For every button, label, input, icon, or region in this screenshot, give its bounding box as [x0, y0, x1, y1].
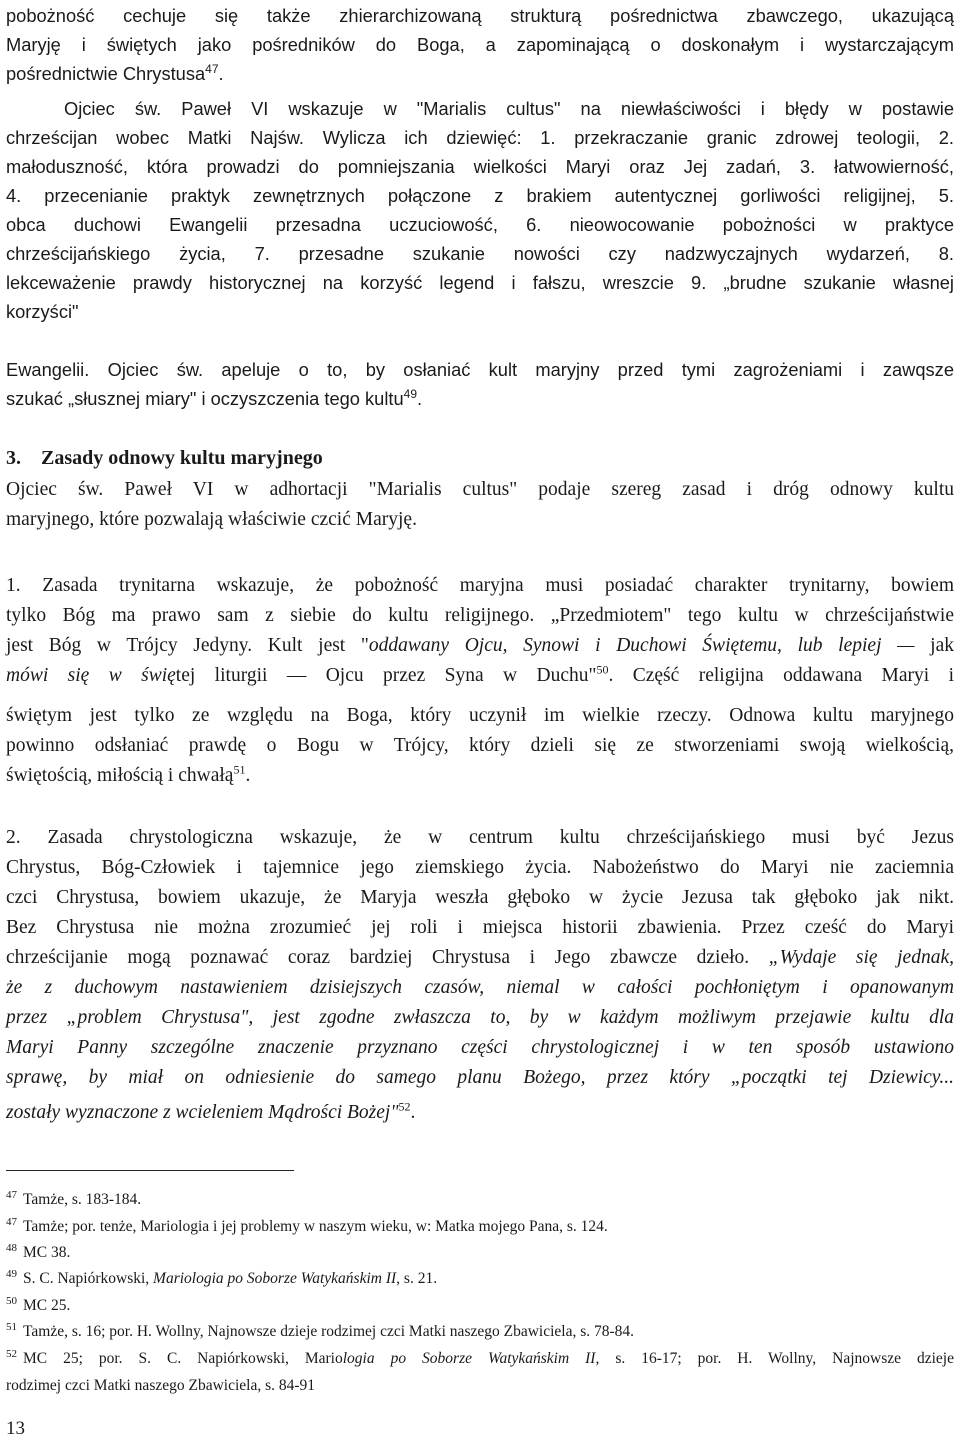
text-line: [6, 1066, 954, 1090]
footnote-text: Tamże, s. 16; por. H. Wollny, Najnowsze dzieje rodzimej czci Matki naszego Zbawiciela, s. 78-84.: [23, 1323, 635, 1340]
text: Ojciec św. Paweł VI w adhortacji "Marialis cultus" podaje szereg zasad i dróg odnowy kultu: [6, 479, 954, 500]
italic-text: oddawany Ojcu, Synowi i Duchowi Świętemu, lub lepiej —: [368, 635, 931, 656]
text: korzyści": [6, 301, 79, 322]
footnote-number: 52: [6, 1347, 17, 1360]
text: Ewangelii. Ojciec św. apeluje o to, by osłaniać kult maryjny przed tymi zagrożeniami i zawqsze: [6, 359, 954, 380]
text-line: [6, 574, 954, 598]
italic-text: logia po Soborze Watykańskim II: [342, 1350, 596, 1367]
text-line: [6, 856, 954, 880]
footnote-text: MC 25; por. S. C. Napiórkowski, Mario: [23, 1350, 343, 1367]
footnote-text: , s. 21.: [396, 1270, 438, 1287]
section-heading: [6, 446, 954, 470]
footnote-ref: 50: [596, 662, 609, 677]
footnote-separator: [6, 1170, 294, 1171]
footnote-text: rodzimej czci Matki naszego Zbawiciela, s. 84-91: [6, 1377, 316, 1394]
text: powinno odsłaniać prawdę o Bogu w Trójcy, który dzieli się ze stworzeniami swoją wielkością,: [6, 735, 954, 756]
text-line: [6, 62, 954, 86]
text-line: [6, 33, 954, 57]
footnote: [6, 1322, 954, 1342]
text: chrześcijan wobec Matki Najśw. Wylicza ich dziewięć: 1. przekraczanie granic zdrowej teologii, 2.: [6, 127, 954, 148]
text: pobożność cechuje się także zhierarchizowaną strukturą pośrednictwa zbawczego, ukazującą: [6, 5, 954, 26]
text-line: [6, 664, 954, 688]
footnote-text: MC 38.: [23, 1244, 71, 1261]
text: Maryję i świętych jako pośredników do Boga, a zapominającą o doskonałym i wystarczającym: [6, 34, 954, 55]
text: tej liturgii — Ojcu przez Syna w Duchu": [175, 665, 597, 686]
text: . Część religijna oddawana Maryi i: [608, 665, 954, 686]
footnote-text: , s. 16-17; por. H. Wollny, Najnowsze dzieje: [595, 1350, 954, 1367]
footnote-ref: 51: [233, 762, 246, 777]
text: obca duchowi Ewangelii przesadna uczuciowość, 6. nieowocowanie pobożności w praktyce: [6, 214, 954, 235]
text-line: [6, 946, 954, 970]
italic-text: mówi się w świę: [6, 665, 176, 686]
text: tylko Bóg ma prawo sam z siebie do kultu religijnego. „Przedmiotem" tego kultu w chrześcijaństwie: [6, 605, 954, 626]
italic-text: Mariologia po Soborze Watykańskim II: [153, 1270, 397, 1287]
text-line: [6, 358, 954, 382]
page-number: 13: [6, 1418, 25, 1439]
text-line: [6, 300, 954, 324]
text-line: [6, 97, 954, 121]
text-line: [6, 387, 954, 411]
text: .: [218, 63, 224, 84]
text: .: [410, 1102, 416, 1123]
footnote-text: MC 25.: [23, 1297, 71, 1314]
text-line: [6, 213, 954, 237]
footnote: [6, 1190, 954, 1210]
text: pośrednictwie Chrystusa: [6, 63, 206, 84]
text: małoduszność, która prowadzi do pomniejszania wielkości Maryi oraz Jej zadań, 3. łatwowierność,: [6, 156, 954, 177]
footnote-text: Tamże, s. 183-184.: [23, 1191, 142, 1208]
footnote-number: 47: [6, 1215, 17, 1228]
text-line: [6, 826, 954, 850]
footnote-text: Tamże; por. tenże, Mariologia i jej problemy w naszym wieku, w: Matka mojego Pana, s. 124.: [23, 1218, 608, 1235]
section-title: Zasady odnowy kultu maryjnego: [41, 447, 323, 469]
italic-text: „Wydaje się jednak,: [768, 947, 954, 968]
text-line: [6, 242, 954, 266]
footnote: [6, 1376, 954, 1396]
text-line: [6, 604, 954, 628]
section-number: 3.: [6, 447, 21, 469]
footnote-ref: 52: [398, 1099, 411, 1114]
text: lekceważenie prawdy historycznej na korzyść legend i fałszu, wreszcie 9. „brudne szukanie własnej: [6, 272, 954, 293]
footnote: [6, 1296, 954, 1316]
text: świętym jest tylko ze względu na Boga, który uczynił im wielkie rzeczy. Odnowa kultu maryjnego: [6, 705, 954, 726]
footnote-number: 51: [6, 1320, 17, 1333]
text: chrześcijanie mogą poznawać coraz bardziej Chrystusa i Jego zbawcze dzieło.: [6, 947, 769, 968]
text-line: [6, 1006, 954, 1030]
text-line: [6, 886, 954, 910]
footnote: [6, 1217, 954, 1237]
italic-text: sprawę, by miał on odniesienie do samego planu Bożego, przez który „początki tej Dziewicy...: [6, 1067, 954, 1088]
text: Ojciec św. Paweł VI wskazuje w "Marialis cultus" na niewłaściwości i błędy w postawie: [64, 98, 954, 119]
text-line: [6, 155, 954, 179]
text: 2. Zasada chrystologiczna wskazuje, że w centrum kultu chrześcijańskiego musi być Jezus: [6, 827, 954, 848]
text: szukać „słusznej miary" i oczyszczenia tego kultu: [6, 388, 404, 409]
text: Chrystus, Bóg-Człowiek i tajemnice jego ziemskiego życia. Nabożeństwo do Maryi nie zaciemnia: [6, 857, 954, 878]
text: 1. Zasada trynitarna wskazuje, że pobożność maryjna musi posiadać charakter trynitarny, bowiem: [6, 575, 954, 596]
text-line: [6, 478, 954, 502]
text-line: [6, 634, 954, 658]
footnote-number: 49: [6, 1267, 17, 1280]
footnote-ref: 49: [403, 386, 418, 401]
text-line: [6, 184, 954, 208]
text: jak: [930, 635, 954, 656]
text-line: [6, 734, 954, 758]
text-line: [6, 271, 954, 295]
text: chrześcijańskiego życia, 7. przesadne szukanie nowości czy nadzwyczajnych wydarzeń, 8.: [6, 243, 954, 264]
text-line: [6, 508, 954, 532]
text: czci Chrystusa, bowiem ukazuje, że Maryja weszła głęboko w życie Jezusa tak głęboko jak nikt.: [6, 887, 954, 908]
text-line: [6, 1101, 954, 1125]
footnote: [6, 1349, 954, 1369]
footnote-text: S. C. Napiórkowski,: [23, 1270, 154, 1287]
text-line: [6, 4, 954, 28]
text-line: [6, 976, 954, 1000]
italic-text: zostały wyznaczone z wcieleniem Mądrości Bożej": [6, 1102, 399, 1123]
footnote: [6, 1269, 954, 1289]
text: 4. przecenianie praktyk zewnętrznych połączone z brakiem autentycznej gorliwości religijnej, 5.: [6, 185, 954, 206]
text-line: [6, 1036, 954, 1060]
text-line: [6, 704, 954, 728]
text: świętością, miłością i chwałą: [6, 765, 234, 786]
text: .: [417, 388, 423, 409]
text-line: [6, 764, 954, 788]
footnote: [6, 1243, 954, 1263]
footnote-number: 47: [6, 1188, 17, 1201]
footnote-ref: 47: [205, 61, 219, 76]
text: maryjnego, które pozwalają właściwie czcić Maryję.: [6, 509, 417, 530]
footnote-number: 50: [6, 1294, 17, 1307]
text-line: [6, 126, 954, 150]
text: jest Bóg w Trójcy Jedyny. Kult jest ": [6, 635, 369, 656]
italic-text: Maryi Panny szczególne znaczenie przyznano części chrystologicznej i w ten sposób ustawiono: [6, 1037, 954, 1058]
italic-text: że z duchowym nastawieniem dzisiejszych czasów, niemal w całości pochłoniętym i opanowanym: [6, 977, 954, 998]
italic-text: przez „problem Chrystusa", jest zgodne zwłaszcza to, by w każdym możliwym przejawie kultu dla: [6, 1007, 954, 1028]
text: Bez Chrystusa nie można zrozumieć jej roli i miejsca historii zbawienia. Przez cześć do Maryi: [6, 917, 954, 938]
text-line: [6, 916, 954, 940]
text: .: [245, 765, 251, 786]
footnote-number: 48: [6, 1241, 17, 1254]
